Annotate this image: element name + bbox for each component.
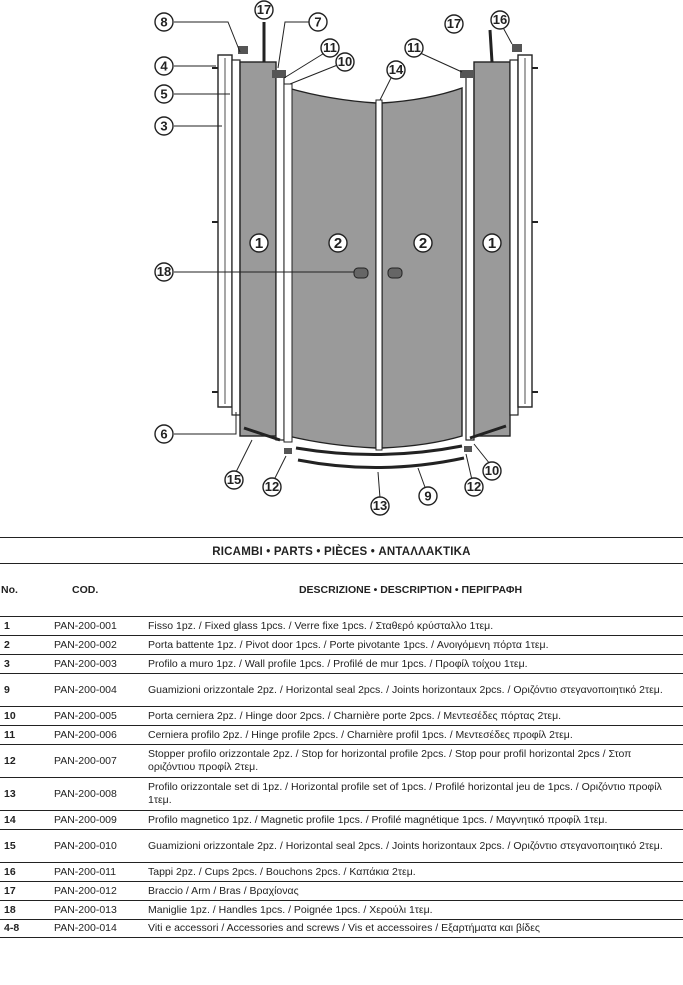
part-code: PAN-200-014 (54, 922, 117, 934)
svg-text:8: 8 (160, 14, 168, 30)
table-body (0, 616, 683, 938)
part-description: Porta battente 1pz. / Pivot door 1pcs. / Porte pivotante 1pcs. / Ανοιγόμενη πόρτα 1τεμ. (148, 638, 549, 651)
table-row (0, 829, 683, 862)
parts-table (0, 537, 683, 938)
part-code: PAN-200-012 (54, 884, 117, 897)
callout-17-right (445, 15, 463, 33)
part-number: 13 (4, 787, 16, 800)
svg-text:5: 5 (160, 86, 168, 102)
part-description: Fisso 1pz. / Fixed glass 1pcs. / Verre fixe 1pcs. / Σταθερό κρύσταλλο 1τεμ. (148, 619, 494, 632)
part-description: Porta cerniera 2pz. / Hinge door 2pcs. / Charnière porte 2pcs. / Μεντεσέδες πόρτας 2τεμ. (148, 709, 562, 722)
part-number: 3 (4, 657, 10, 670)
table-row (0, 900, 683, 919)
part-description: Profilo orizzontale set di 1pz. / Horizontal profile set of 1pcs. / Profilé horizontal jeu de 1pcs. / Οριζόντιο προφίλ 1τεμ. (148, 781, 662, 806)
svg-text:1: 1 (254, 235, 264, 252)
table-row (0, 635, 683, 654)
pane-label-1-left (250, 234, 268, 252)
table-row (0, 706, 683, 725)
table-row (0, 725, 683, 744)
part-code: PAN-200-008 (54, 787, 117, 800)
part-description: Guamizioni orizzontale 2pz. / Horizontal seal 2pcs. / Joints horizontaux 2pcs. / Οριζόντιο στεγανοποιητικό 2τεμ. (148, 683, 663, 696)
part-description: Viti e accessori / Accessories and screws / Vis et accessoires / Εξαρτήματα και βίδες (148, 922, 540, 934)
svg-text:12: 12 (466, 479, 482, 494)
svg-text:11: 11 (323, 40, 337, 55)
part-code: PAN-200-013 (54, 903, 117, 916)
svg-text:15: 15 (226, 472, 242, 487)
table-row (0, 810, 683, 829)
part-number: 10 (4, 709, 16, 722)
callout-10 (336, 53, 354, 71)
table-row (0, 777, 683, 810)
part-number: 14 (4, 813, 16, 826)
svg-text:10: 10 (484, 463, 500, 478)
callout-16 (491, 11, 509, 29)
part-description: Profilo magnetico 1pz. / Magnetic profile 1pcs. / Profilé magnétique 1pcs. / Μαγνητικό προφίλ 1τεμ. (148, 813, 608, 826)
part-code: PAN-200-006 (54, 728, 117, 741)
part-code: PAN-200-010 (54, 839, 117, 852)
part-number: 12 (4, 754, 16, 767)
svg-text:7: 7 (314, 14, 322, 30)
svg-text:14: 14 (388, 62, 404, 77)
svg-text:12: 12 (264, 479, 280, 494)
callout-12-right (465, 478, 483, 496)
table-row (0, 616, 683, 635)
callout-4 (155, 57, 173, 75)
part-description: Braccio / Arm / Bras / Βραχίονας (148, 884, 299, 897)
callout-6 (155, 425, 173, 443)
right-wall-profile (510, 55, 538, 415)
svg-text:11: 11 (407, 40, 421, 55)
svg-text:2: 2 (333, 235, 343, 252)
callout-15 (225, 471, 243, 489)
table-row (0, 919, 683, 938)
part-number: 2 (4, 638, 10, 651)
svg-text:17: 17 (256, 2, 272, 17)
table-header (0, 564, 683, 616)
svg-text:18: 18 (156, 264, 172, 279)
table-row (0, 654, 683, 673)
callout-10-right (483, 462, 501, 480)
callout-11 (321, 39, 339, 57)
part-number: 18 (4, 903, 16, 916)
svg-text:4: 4 (160, 58, 168, 74)
part-number: 4-8 (4, 922, 20, 934)
callout-13 (371, 497, 389, 515)
part-description: Guamizioni orizzontale 2pz. / Horizontal seal 2pcs. / Joints horizontaux 2pcs. / Οριζόντιο στεγανοποιητικό 2τεμ. (148, 839, 663, 852)
part-description: Profilo a muro 1pz. / Wall profile 1pcs. / Profilé de mur 1pcs. / Προφίλ τοίχου 1τεμ. (148, 657, 528, 670)
part-description: Tappi 2pz. / Cups 2pcs. / Bouchons 2pcs. / Καπάκια 2τεμ. (148, 865, 416, 878)
table-row (0, 881, 683, 900)
table-row (0, 744, 683, 777)
pane-label-1-right (483, 234, 501, 252)
svg-text:6: 6 (160, 426, 168, 442)
callout-5 (155, 85, 173, 103)
part-number: 15 (4, 839, 16, 852)
part-number: 11 (4, 728, 16, 741)
part-code: PAN-200-003 (54, 657, 117, 670)
part-code: PAN-200-001 (54, 619, 117, 632)
part-code: PAN-200-007 (54, 754, 117, 767)
callout-11-right (405, 39, 423, 57)
left-wall-profile (212, 55, 240, 415)
callout-8 (155, 13, 173, 31)
table-row (0, 673, 683, 706)
parts-table-title: RICAMBI • PARTS • PIÈCES • ΑΝΤΑΛΛΑΚΤΙΚΑ (212, 546, 471, 558)
header-no: No. (1, 584, 18, 596)
svg-text:3: 3 (160, 118, 168, 134)
part-code: PAN-200-011 (54, 865, 117, 878)
callout-12 (263, 478, 281, 496)
svg-text:16: 16 (492, 12, 508, 27)
callout-3 (155, 117, 173, 135)
table-row (0, 862, 683, 881)
part-code: PAN-200-002 (54, 638, 117, 651)
part-description: Maniglie 1pz. / Handles 1pcs. / Poignée 1pcs. / Χερούλι 1τεμ. (148, 903, 433, 916)
left-pivot-door (284, 84, 376, 448)
part-code: PAN-200-004 (54, 683, 117, 696)
part-code: PAN-200-005 (54, 709, 117, 722)
callout-17 (255, 1, 273, 19)
part-number: 16 (4, 865, 16, 878)
callout-7 (309, 13, 327, 31)
callout-18 (155, 263, 173, 281)
part-number: 1 (4, 619, 10, 632)
header-desc: DESCRIZIONE • DESCRIPTION • ΠΕΡΙΓΡΑΦΗ (298, 584, 523, 596)
svg-text:1: 1 (487, 235, 497, 252)
callout-9 (419, 487, 437, 505)
svg-text:17: 17 (446, 16, 462, 31)
svg-text:9: 9 (424, 488, 432, 504)
part-number: 17 (4, 884, 16, 897)
pane-label-2-left (329, 234, 347, 252)
part-description: Stopper profilo orizzontale 2pz. / Stop for horizontal profile 2pcs. / Stop pour profil horizontal 2pcs / Στοπ οριζόντιου προφίλ 2τεμ. (148, 748, 632, 773)
part-description: Cerniera profilo 2pz. / Hinge profile 2pcs. / Charnière profil 1pcs. / Μεντεσέδες προφίλ 2τεμ. (148, 728, 573, 741)
svg-text:2: 2 (418, 235, 428, 252)
svg-text:13: 13 (372, 498, 388, 513)
part-code: PAN-200-009 (54, 813, 117, 826)
part-number: 9 (4, 683, 10, 696)
pane-label-2-right (414, 234, 432, 252)
svg-text:10: 10 (337, 54, 353, 69)
header-cod: COD. (72, 584, 99, 596)
callout-14 (387, 61, 405, 79)
